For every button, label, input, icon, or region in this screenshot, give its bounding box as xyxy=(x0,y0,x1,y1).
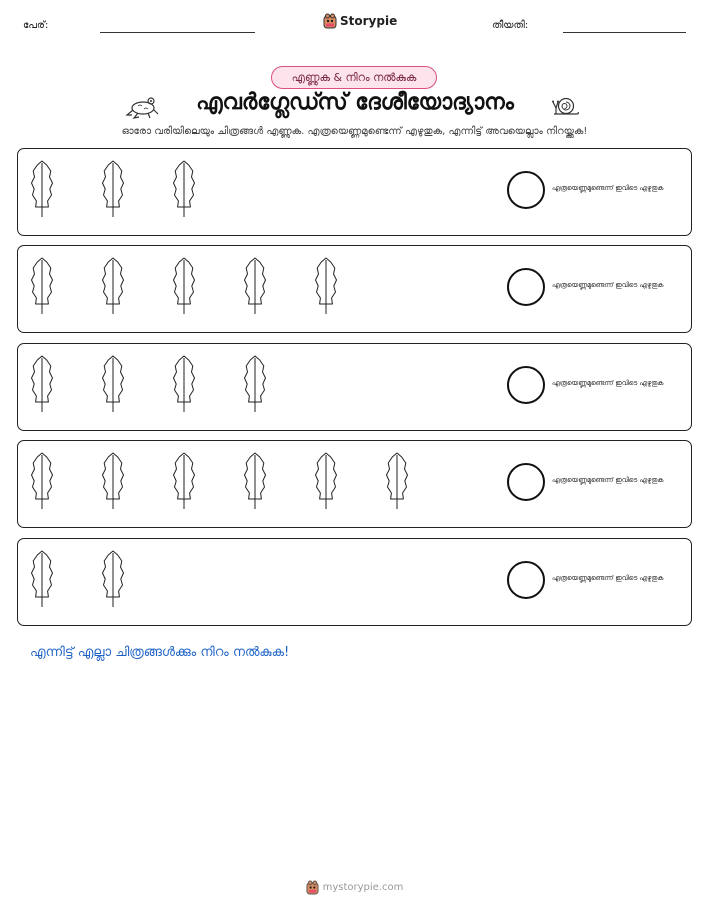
sawgrass-leaf-icon xyxy=(32,356,53,412)
sawgrass-leaf-icon xyxy=(245,453,266,509)
answer-circle[interactable] xyxy=(507,268,545,306)
row-4-pictures xyxy=(18,441,498,529)
row-1-pictures xyxy=(18,149,498,237)
date-write-line[interactable] xyxy=(563,32,686,33)
answer-circle[interactable] xyxy=(507,561,545,599)
answer-circle[interactable] xyxy=(507,171,545,209)
sawgrass-leaf-icon xyxy=(32,161,53,217)
sawgrass-leaf-icon xyxy=(245,258,266,314)
color-instruction: എന്നിട്ട് എല്ലാ ചിത്രങ്ങൾക്കും നിറം നൽകുക! xyxy=(30,645,290,660)
sawgrass-leaf-icon xyxy=(103,258,124,314)
brand-name: Storypie xyxy=(340,14,398,28)
sawgrass-leaf-icon xyxy=(32,258,53,314)
activity-badge: എണ്ണുക & നിറം നൽകുക xyxy=(271,66,437,89)
date-label: തീയതി: xyxy=(492,20,529,31)
answer-circle[interactable] xyxy=(507,463,545,501)
sawgrass-leaf-icon xyxy=(32,551,53,607)
count-row-1 xyxy=(17,148,692,236)
write-here-label: എത്രയെണ്ണമുണ്ടെന്ന് ഇവിടെ എഴുതുക xyxy=(552,281,664,289)
storypie-mascot-icon xyxy=(323,13,337,29)
count-row-3 xyxy=(17,343,692,431)
sawgrass-leaf-icon xyxy=(174,356,195,412)
storypie-mascot-icon xyxy=(306,880,319,895)
sawgrass-leaf-icon xyxy=(32,453,53,509)
answer-circle[interactable] xyxy=(507,366,545,404)
write-here-label: എത്രയെണ്ണമുണ്ടെന്ന് ഇവിടെ എഴുതുക xyxy=(552,476,664,484)
sawgrass-leaf-icon xyxy=(103,161,124,217)
sawgrass-leaf-icon xyxy=(316,453,337,509)
count-row-5 xyxy=(17,538,692,626)
row-5-pictures xyxy=(18,539,498,627)
name-write-line[interactable] xyxy=(100,32,255,33)
sawgrass-leaf-icon xyxy=(103,551,124,607)
write-here-label: എത്രയെണ്ണമുണ്ടെന്ന് ഇവിടെ എഴുതുക xyxy=(552,379,664,387)
page-title: എവർഗ്ലേഡ്സ് ദേശീയോദ്യാനം xyxy=(196,90,514,115)
instruction-text: ഓരോ വരിയിലെയും ചിത്രങ്ങൾ എണ്ണുക. എത്രയെണ്ണമുണ്ടെന്ന് എഴുതുക, എന്നിട്ട് അവയെല്ലാം നിറയ്ക്കുക! xyxy=(121,126,588,137)
count-row-2 xyxy=(17,245,692,333)
write-here-label: എത്രയെണ്ണമുണ്ടെന്ന് ഇവിടെ എഴുതുക xyxy=(552,574,664,582)
site-footer xyxy=(0,880,709,895)
sawgrass-leaf-icon xyxy=(174,161,195,217)
brand-logo xyxy=(323,13,397,29)
site-url: mystorypie.com xyxy=(322,882,404,893)
sawgrass-leaf-icon xyxy=(174,258,195,314)
snail-icon xyxy=(551,94,581,118)
write-here-label: എത്രയെണ്ണമുണ്ടെന്ന് ഇവിടെ എഴുതുക xyxy=(552,184,664,192)
sawgrass-leaf-icon xyxy=(245,356,266,412)
sawgrass-leaf-icon xyxy=(103,453,124,509)
sawgrass-leaf-icon xyxy=(316,258,337,314)
row-2-pictures xyxy=(18,246,498,334)
count-row-4 xyxy=(17,440,692,528)
sawgrass-leaf-icon xyxy=(174,453,195,509)
name-label: പേര്: xyxy=(23,20,49,31)
sawgrass-leaf-icon xyxy=(103,356,124,412)
sawgrass-leaf-icon xyxy=(387,453,408,509)
row-3-pictures xyxy=(18,344,498,432)
